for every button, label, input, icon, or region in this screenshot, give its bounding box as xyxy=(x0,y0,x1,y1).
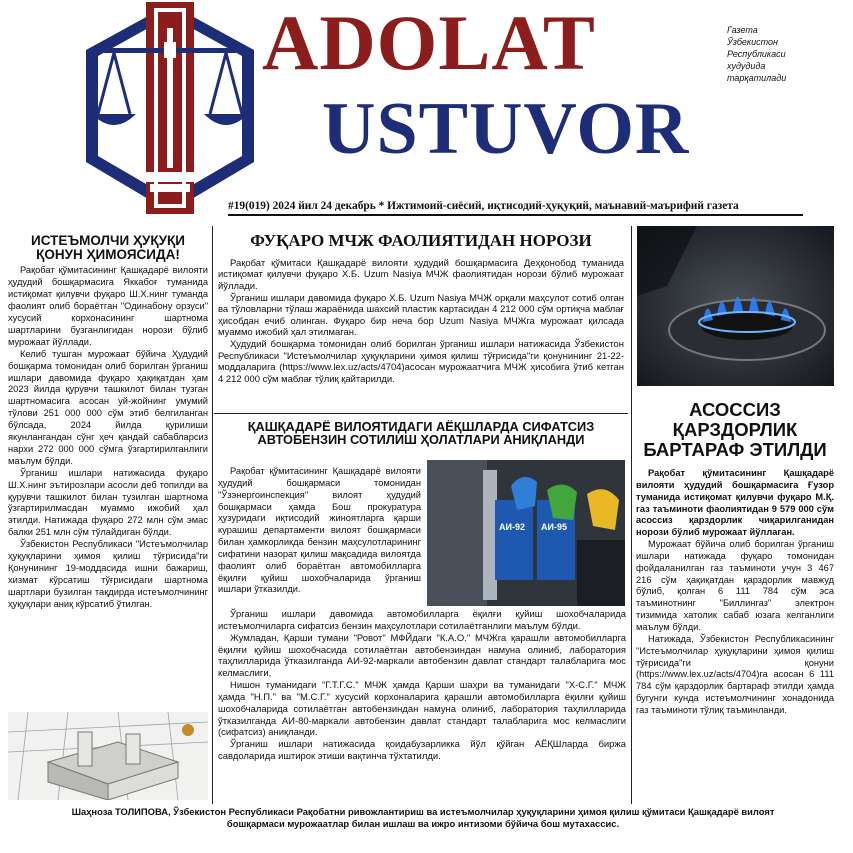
headline-line: ҚАШҚАДАРЁ ВИЛОЯТИДАГИ АЁҚШЛАРДА СИФАТСИЗ xyxy=(247,419,595,434)
paragraph: Рақобат қўмитасининг Қашқадарё вилояти ҳудудий бошқармаси томонидан "Ўзэнергоинспекция" вилоят ҳудудий бошқармаси ҳамда Бош прокуратура ҳузуридаги иқтисодий жиноятларга қарши курашиш департаменти вилоят бошқармаси билан ҳамкорликда бензин маҳсулотларининг сифатини назорат қилиш мақсадида вилоятда фаолият олиб бораётган автомобилларга ёқилғи қуйиш шохобчаларида ўрганиш ишлари ўтказилди. xyxy=(218,466,421,595)
article-body xyxy=(218,466,421,596)
fuel-pump-image xyxy=(427,460,625,606)
headline-line: АВТОБЕНЗИН СОТИЛИШ ҲОЛАТЛАРИ АНИҚЛАНДИ xyxy=(257,432,585,448)
paragraph: Нишон туманидаги "Г.Т.Г.С." МЧЖ ҳамда Қарши шаҳри ва туманидаги "Х-С.Г." МЧЖ ҳамда "Н.П." ва "М.С.Г." хусусий корхоналарига қарашли автомобилларга ёқилғи қуйиш шохобчаларида сотилаётган автобензиндан намуна олиниб, лаборатория таҳлилларида ўтказилганда АИ-80-маркали автобензин давлат стандарт талабларига мос келмаслиги (сифатсиз) аниқланди. xyxy=(218,680,626,739)
fuel-nozzle-icon xyxy=(427,460,625,606)
headline-line: ҚАРЗДОРЛИК xyxy=(672,419,798,440)
paragraph: Мурожаат бўйича олиб борилган ўрганиш ишлари натижада фуқаро томонидан фойдаланилган газ таъминоти учун 3 467 216 сўм ҳақиқатдан қарздорлик мавжуд бўлиб, қолган 6 111 784 сўм эса таъминотнинг "Биллингаз" электрон тизимида хатолик сабаб юзага келганлиги маълум бўлди. xyxy=(636,539,834,632)
pump-label: АИ-95 xyxy=(541,522,567,532)
pump-label: АИ-92 xyxy=(499,522,525,532)
article-body xyxy=(636,468,834,717)
left-article xyxy=(8,234,208,611)
headline-line: ҚОНУН ҲИМОЯСИДА! xyxy=(36,247,180,263)
gas-burner-image xyxy=(637,226,834,386)
paragraph: Ўрганиш ишлари натижасида фуқаро Ш.Х.нинг эътирозлари асосли деб топилди ва қурувчи ташкилот билан тузилган шартнома ўзгартирилмасдан муаммо ижобий ҳал этилди. Натижада фуқаро 272 млн сўм эмас балки 251 млн сўм тўлайдиган бўлди. xyxy=(8,467,208,538)
paragraph: Ҳудудий бошқарма томонидан олиб борилган ўрганиш ишлари натижасида Ўзбекистон Республикаси "Истеъмолчилар ҳуқуқларини ҳимоя қилиш тўғрисида"ги қонунининг 21-22-моддаларига (https://www.lex.uz/acts/4704)асосан мурожаатчига МЧЖ ҳисобига ўтиб кетган 4 212 000 сўм маблағ тўлиқ қайтарилди. xyxy=(218,339,624,385)
masthead-tagline xyxy=(727,24,827,84)
paragraph: Ўрганиш ишлари натижасида қоидабузарликка йўл қўйган АЁҚШларда биржа савдоларида иштирок этиши вақтинча тўхтатилди. xyxy=(218,739,626,763)
paragraph: Ўрганиш ишлари давомида автомобилларга ёқилғи қуйиш шохобчаларида истеъмолчиларга сифатсиз бензин маҳсулотлари сотилаётганлиги маълум бўлди. xyxy=(218,609,626,632)
footer-byline xyxy=(8,806,838,830)
construction-image xyxy=(8,712,208,800)
divider xyxy=(631,226,632,804)
paragraph: Натижада, Ўзбекистон Республикасининг "Истеъмолчилар ҳуқуқларини ҳимоя қилиш тўғрисида"ги қонуни (https://www.lex.uz/acts/4704)га асосан 6 111 784 сўм қарздорлик бартараф этилди ҳамда бугунги кунда истеъмолчининг хонадонида газ таъминоти тўлиқ таъминланди. xyxy=(636,633,834,715)
issue-line: #19(019) 2024 йил 24 декабрь * Ижтимоий-сиёсий, иқтисодий-ҳуқуқий, маънавий-маърифий газета xyxy=(228,200,739,212)
paragraph: Жумладан, Қарши тумани "Ровот" МФЙдаги "К.А.О." МЧЖга қарашли автомобилларга ёқилғи қуйиш шохобчасида сотилаётган автобензиндан намуна олиниб, лаборатория таҳлилларида ўтказилганда АИ-92-маркали автобензин давлат стандарт талабларига мос келмаслиги, xyxy=(218,632,626,680)
tagline-line: Газета xyxy=(727,25,758,35)
logo xyxy=(84,2,256,214)
tagline-line: Республикаси xyxy=(727,49,786,59)
article-headline xyxy=(216,420,626,447)
headline-line: БАРТАРАФ ЭТИЛДИ xyxy=(643,439,827,460)
paragraph: Келиб тушган мурожаат бўйича Ҳудудий бошқарма томонидан олиб борилган ўрганиш ишлари давомида фуқаро ҳақиқатдан ҳам 2023 йилда қурувчи ташкилот билан тузган шартномасига асосан уй-жойнинг умумий тўлови 251 000 000 сўм этиб белгиланган бўлсада, 2024 йилда қурилиши якунлангандан сўнг ҳеч қандай сабабларсиз нархи 272 000 000 сўмга ўзгартирилганлиги маълум бўлди. xyxy=(8,348,208,466)
tagline-line: тарқатилади xyxy=(727,73,787,83)
center-top-article xyxy=(218,232,624,385)
article-headline xyxy=(8,234,208,262)
headline-line: АСОССИЗ xyxy=(689,399,781,420)
byline-line: Шаҳноза ТОЛИПОВА, Ўзбекистон Республикаси Рақобатни ривожлантириш ва истеъмолчилар ҳуқуқларини ҳимоя қилиш қўмитаси Қашқадарё вилоят xyxy=(71,806,775,817)
article-headline: ФУҚАРО МЧЖ ФАОЛИЯТИДАН НОРОЗИ xyxy=(250,231,592,250)
divider xyxy=(212,226,213,804)
divider xyxy=(214,413,628,414)
gas-flame-icon xyxy=(637,226,834,386)
headline-line: ИСТЕЪМОЛЧИ ҲУҚУҚИ xyxy=(31,233,185,248)
byline-line: бошқармаси мурожаатлар билан ишлаш ва ижро интизоми бўйича бош мутахассис. xyxy=(226,818,620,829)
article-headline xyxy=(636,400,834,460)
masthead-title-line2: USTUVOR xyxy=(322,88,690,170)
building-sketch-icon xyxy=(8,712,208,800)
article-body xyxy=(218,609,626,763)
tagline-line: худудида xyxy=(727,61,766,71)
paragraph: Ўзбекистон Республикаси "Истеъмолчилар ҳуқуқларини ҳимоя қилиш тўғрисида"ги Қонунининг 19-моддасида ишни бажариш, хизмат кўрсатиш тўғрисидаги шартнома шартлари бузилган тақдирда истеъмолчининг ҳуқуқлари аниқ кўрсатиб ўтилган. xyxy=(8,539,208,609)
right-article xyxy=(636,400,834,717)
article-body xyxy=(8,265,208,610)
paragraph: Рақобат қўмитасининг Қашқадарё вилояти ҳудудий бошқармасига Яккабоғ туманида истиқомат қилувчи фуқаро Ш.Х.нинг туманда фаолият олиб бораётган "Одинабону орзуси" хусусий корхонасининг шартнома шартларини бузганлигидан норози бўлиб мурожаат йўллади. xyxy=(8,265,208,347)
paragraph-lead: Рақобат қўмитасининг Қашқадарё вилояти ҳудудий бошқармасига Ғузор туманида истиқомат қилувчи фуқаро М.Қ. газ таъминоти фаолиятидан 9 579 000 сўм асоссиз қарздорлик чиқарилганидан норози бўлиб мурожаат йўллаган. xyxy=(636,468,834,538)
tagline-line: Ўзбекистон xyxy=(727,37,779,47)
paragraph: Ўрганиш ишлари давомида фуқаро Х.Б. Uzum Nasiya МЧЖ орқали маҳсулот сотиб олган ва тўловларни тўлаш жараёнида шахсий пластик картасидан 4 212 000 сўм ортиқча маблағ ҳисобдан ечиб олинган. Фуқаро бир неча бор Uzum Nasiya МЧЖга мурожаат қилсада муаммо ижобий ҳал этилмаган. xyxy=(218,292,624,339)
article-body xyxy=(218,258,624,386)
scales-of-justice-icon xyxy=(84,2,256,214)
paragraph: Рақобат қўмитаси Қашқадарё вилояти ҳудудий бошқармасига Деҳқонобод туманида истиқомат қилувчи фуқаро Х.Б. Uzum Nasiya МЧЖ фаолиятидан норози бўлиб мурожаат йўллади. xyxy=(218,257,624,293)
center-bottom-article-headline xyxy=(216,420,626,447)
divider xyxy=(228,214,803,216)
masthead-title-line1: ADOLAT xyxy=(262,0,596,86)
